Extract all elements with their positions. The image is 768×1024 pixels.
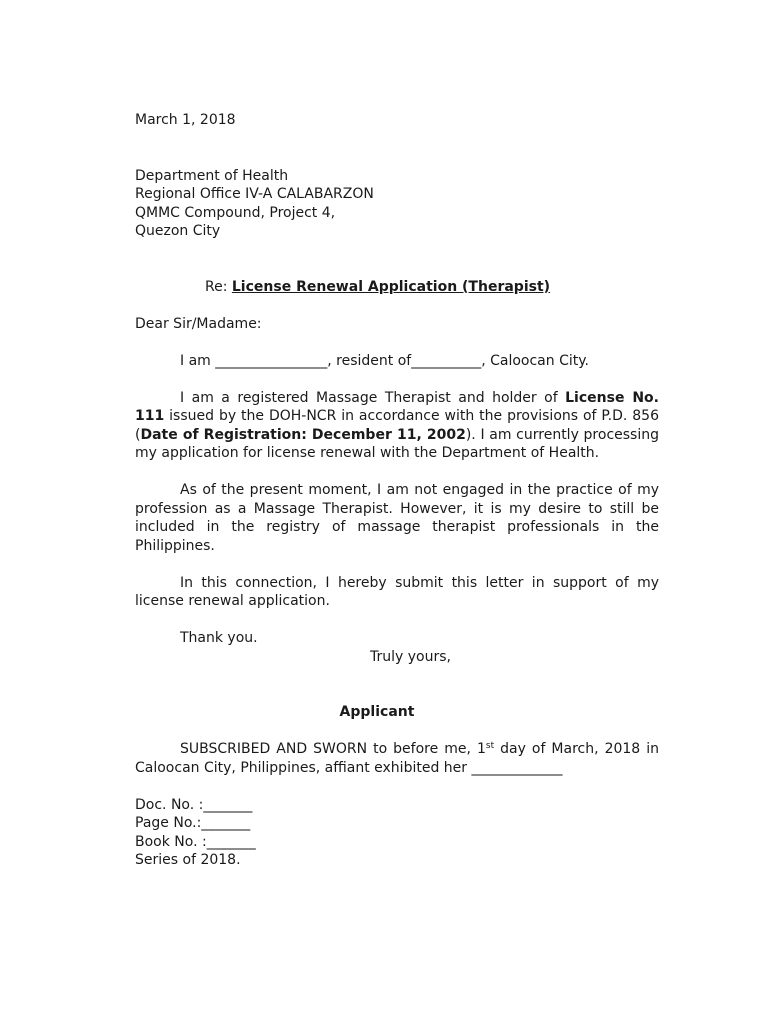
ordinal-suffix: st — [485, 741, 495, 751]
addressee-line: Department of Health — [135, 167, 289, 184]
registration-date: Date of Registration: December 11, 2002 — [140, 426, 466, 443]
thank-you: Thank you. — [180, 630, 258, 646]
subject-line — [135, 278, 659, 297]
addressee-block — [135, 167, 659, 241]
series: Series of 2018. — [135, 852, 241, 868]
notarial-block — [135, 796, 659, 870]
status-paragraph: As of the present moment, I am not engaged in the practice of my profession as a Massage Therapist. However, it is my desire to still be included in the registry of massage therapist professionals in the Philippines. — [135, 482, 659, 554]
paragraph-text: issued by the DOH-NCR in accordance with the provisions of P.D. 856 ( — [135, 408, 659, 443]
paragraph-text: ). I am currently processing my application for license renewal with the Department of Health. — [135, 426, 659, 461]
book-number: Book No. :_______ — [135, 833, 256, 850]
addressee-line: QMMC Compound, Project 4, — [135, 204, 336, 221]
license-number: License No. 111 — [135, 389, 659, 424]
support-paragraph: In this connection, I hereby submit this letter in support of my license renewal application. — [135, 574, 659, 609]
doc-number: Doc. No. :_______ — [135, 796, 253, 813]
intro-paragraph: I am ________________, resident of__________, Caloocan City. — [180, 352, 589, 369]
subject-title: License Renewal Application (Therapist) — [231, 278, 551, 295]
addressee-line: Quezon City — [135, 223, 221, 239]
letter-body — [135, 111, 659, 870]
closing: Truly yours, — [370, 648, 451, 665]
salutation: Dear Sir/Madame: — [135, 315, 262, 332]
jurat-paragraph — [135, 740, 659, 777]
addressee-line: Regional Office IV-A CALABARZON — [135, 186, 374, 202]
signatory: Applicant — [339, 704, 415, 720]
letter-date: March 1, 2018 — [135, 112, 236, 128]
paragraph-text: day of March, 2018 in Caloocan City, Philippines, affiant exhibited her _____________ — [135, 741, 659, 776]
paragraph-text: I am a registered Massage Therapist and holder of — [180, 389, 566, 406]
paragraph-text: SUBSCRIBED AND SWORN to before me, 1 — [180, 741, 486, 757]
page-number: Page No.:_______ — [135, 815, 251, 831]
subject-prefix: Re: — [205, 278, 228, 295]
license-paragraph — [135, 389, 659, 463]
